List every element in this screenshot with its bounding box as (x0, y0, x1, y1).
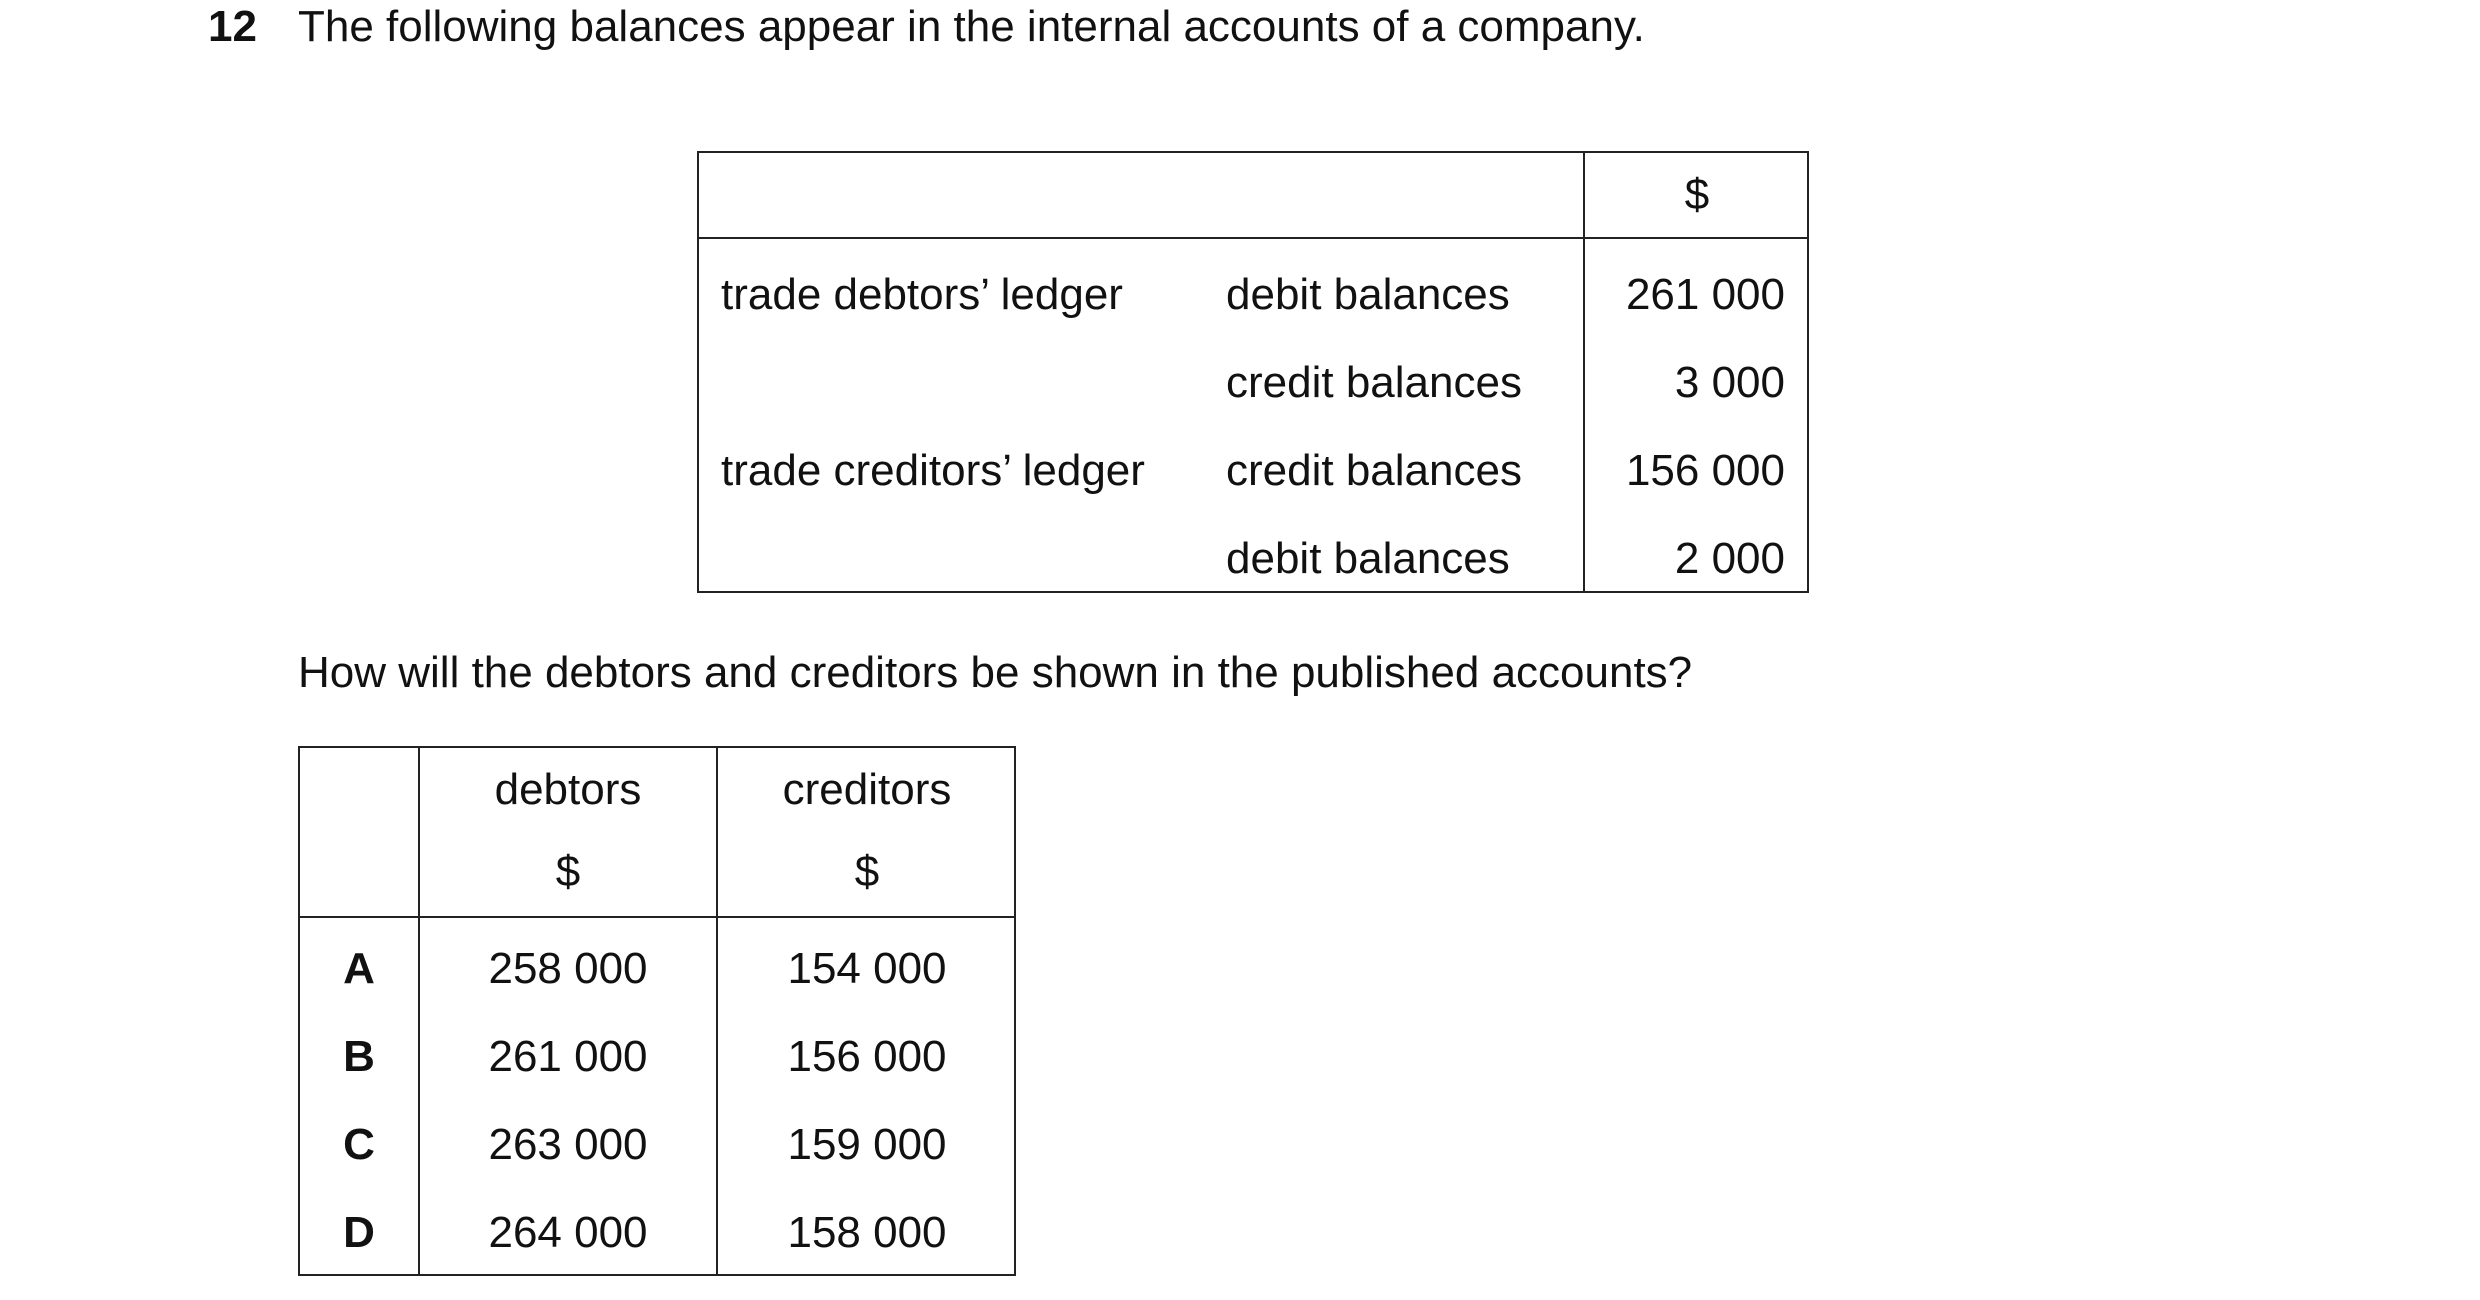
balance-amount: 261 000 (1625, 270, 1785, 319)
debtors-header: debtors (494, 765, 642, 814)
option-creditors: 154 000 (787, 944, 947, 993)
option-creditors: 156 000 (787, 1032, 947, 1081)
ledger-label: trade creditors’ ledger (721, 446, 1145, 495)
balance-amount: 3 000 (1674, 358, 1785, 407)
option-debtors: 258 000 (488, 944, 648, 993)
balance-type: credit balances (1226, 446, 1522, 495)
ledger-label: trade debtors’ ledger (721, 270, 1123, 319)
option-letter: D (343, 1208, 375, 1257)
option-creditors: 158 000 (787, 1208, 947, 1257)
column-divider (716, 748, 718, 1274)
question-text: The following balances appear in the internal accounts of a company. (298, 2, 1645, 51)
column-divider (418, 748, 420, 1274)
option-letter: C (343, 1120, 375, 1169)
header-divider (699, 237, 1807, 239)
option-letter: B (343, 1032, 375, 1081)
balances-table (697, 151, 1809, 593)
option-letter: A (343, 944, 375, 993)
balance-type: debit balances (1226, 534, 1510, 583)
question-number: 12 (208, 2, 257, 51)
option-debtors: 263 000 (488, 1120, 648, 1169)
creditors-header: creditors (782, 765, 952, 814)
question-prompt: How will the debtors and creditors be shown in the published accounts? (298, 648, 1693, 697)
creditors-unit: $ (854, 847, 880, 896)
debtors-unit: $ (555, 847, 581, 896)
balance-amount: 2 000 (1674, 534, 1785, 583)
balance-type: credit balances (1226, 358, 1522, 407)
balance-type: debit balances (1226, 270, 1510, 319)
balance-amount: 156 000 (1625, 446, 1785, 495)
options-table (298, 746, 1016, 1276)
option-debtors: 261 000 (488, 1032, 648, 1081)
option-creditors: 159 000 (787, 1120, 947, 1169)
header-divider (300, 916, 1014, 918)
option-debtors: 264 000 (488, 1208, 648, 1257)
currency-header: $ (1684, 170, 1710, 219)
